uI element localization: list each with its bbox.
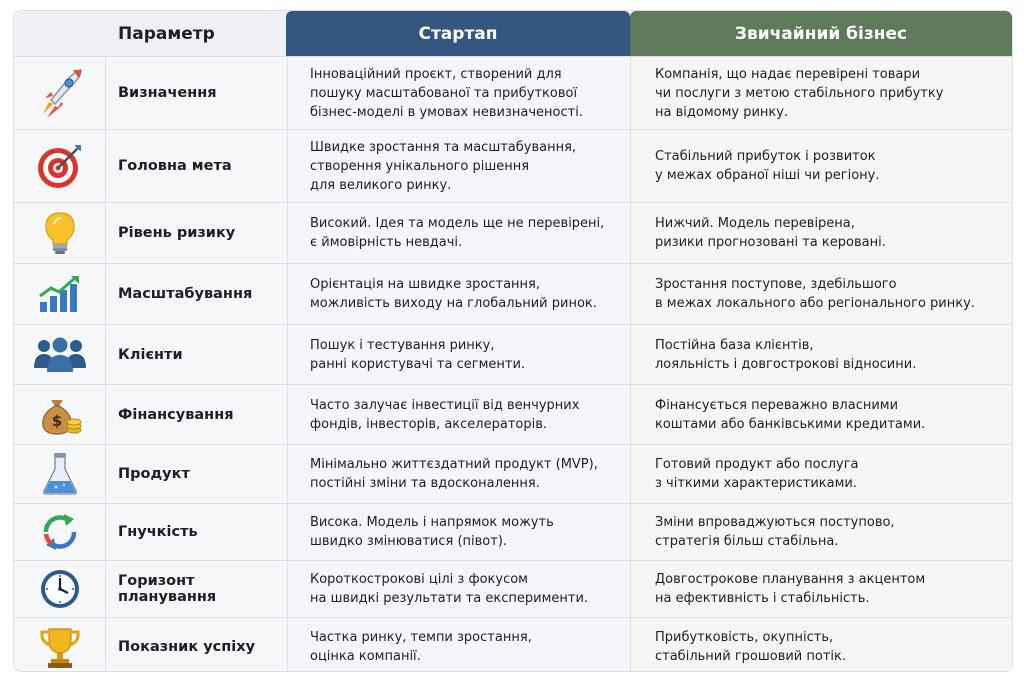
header-param: Параметр [14,11,286,56]
table-row [14,617,1012,672]
flask-icon [14,445,106,503]
startup-text: Високий. Ідея та модель ще не перевірені, є ймовірність невдачі. [310,216,605,250]
business-text: Довгострокове планування з акцентом на ефективність і стабільність. [655,572,926,606]
business-text: Нижчий. Модель перевірена, ризики прогнозовані та керовані. [655,216,886,250]
business-text: Зростання поступове, здебільшого в межах локального або регіонального ринку. [655,277,975,311]
business-cell [631,130,1012,202]
people-icon [14,325,106,384]
startup-cell [287,203,631,263]
table-row [14,56,1012,129]
table-row [14,384,1012,444]
startup-text: Мінімально життєздатний продукт (MVP), постійні зміни та вдосконалення. [310,457,598,491]
comparison-table [13,10,1013,672]
table-row [14,324,1012,384]
param-name: Горизонт планування [106,561,287,617]
business-text: Стабільний прибуток і розвиток у межах обраної ніші чи регіону. [655,149,880,183]
startup-cell [287,385,631,444]
business-cell [631,203,1012,263]
table-row [14,129,1012,202]
business-cell [631,57,1012,129]
business-cell [631,445,1012,503]
startup-cell [287,130,631,202]
param-name: Гнучкість [106,504,287,560]
header-business: Звичайний бізнес [630,11,1012,56]
param-name: Продукт [106,445,287,503]
table-row [14,560,1012,617]
business-text: Постійна база клієнтів, лояльність і довгострокові відносини. [655,337,917,372]
business-text: Прибутковість, окупність, стабільний грошовий потік. [655,630,847,664]
param-name: Масштабування [106,264,287,324]
business-cell [631,561,1012,617]
business-cell [631,325,1012,384]
startup-text: Частка ринку, темпи зростання, оцінка компанії. [310,630,532,664]
startup-text: Висока. Модель і напрямок можуть швидко змінюватися (півот). [310,515,554,549]
startup-cell [287,618,631,672]
money-bag-icon [14,385,106,444]
startup-text: Часто залучає інвестиції від венчурних фондів, інвесторів, акселераторів. [310,397,580,432]
business-cell [631,504,1012,560]
svg-text:$: $ [51,411,62,430]
target-icon [14,130,106,202]
startup-text: Пошук і тестування ринку, ранні користувачі та сегменти. [310,337,526,372]
growth-chart-icon [14,264,106,324]
table-row [14,444,1012,503]
startup-cell [287,561,631,617]
startup-cell [287,264,631,324]
business-text: Зміни впроваджуються поступово, стратегія більш стабільна. [655,515,895,549]
rocket-icon [14,57,106,129]
business-text: Компанія, що надає перевірені товари чи послуги з метою стабільного прибутку на відомому ринку. [655,66,944,120]
business-text: Готовий продукт або послуга з чіткими характеристиками. [655,457,859,491]
startup-text: Інноваційний проєкт, створений для пошуку масштабованої та прибуткової бізнес-моделі в умовах невизначеності. [310,66,583,120]
startup-cell [287,325,631,384]
param-name: Визначення [106,57,287,129]
table-row [14,503,1012,560]
startup-cell [287,57,631,129]
startup-cell [287,445,631,503]
header-startup: Стартап [286,11,630,56]
param-name: Показник успіху [106,618,287,672]
startup-text: Орієнтація на швидке зростання, можливість виходу на глобальний ринок. [310,277,597,311]
param-name: Фінансування [106,385,287,444]
clock-icon [14,561,106,617]
table-header [14,11,1012,56]
table-row [14,202,1012,263]
startup-text: Швидке зростання та масштабування, створення унікального рішення для великого ринку. [310,139,577,193]
business-text: Фінансується переважно власними коштами або банківськими кредитами. [655,397,926,432]
param-name: Рівень ризику [106,203,287,263]
business-cell [631,264,1012,324]
startup-cell [287,504,631,560]
table-row [14,263,1012,324]
business-cell [631,618,1012,672]
lightbulb-icon [14,203,106,263]
cycle-arrows-icon [14,504,106,560]
param-name: Клієнти [106,325,287,384]
param-name: Головна мета [106,130,287,202]
trophy-icon [14,618,106,672]
business-cell [631,385,1012,444]
startup-text: Короткострокові цілі з фокусом на швидкі результати та експерименти. [310,572,589,606]
